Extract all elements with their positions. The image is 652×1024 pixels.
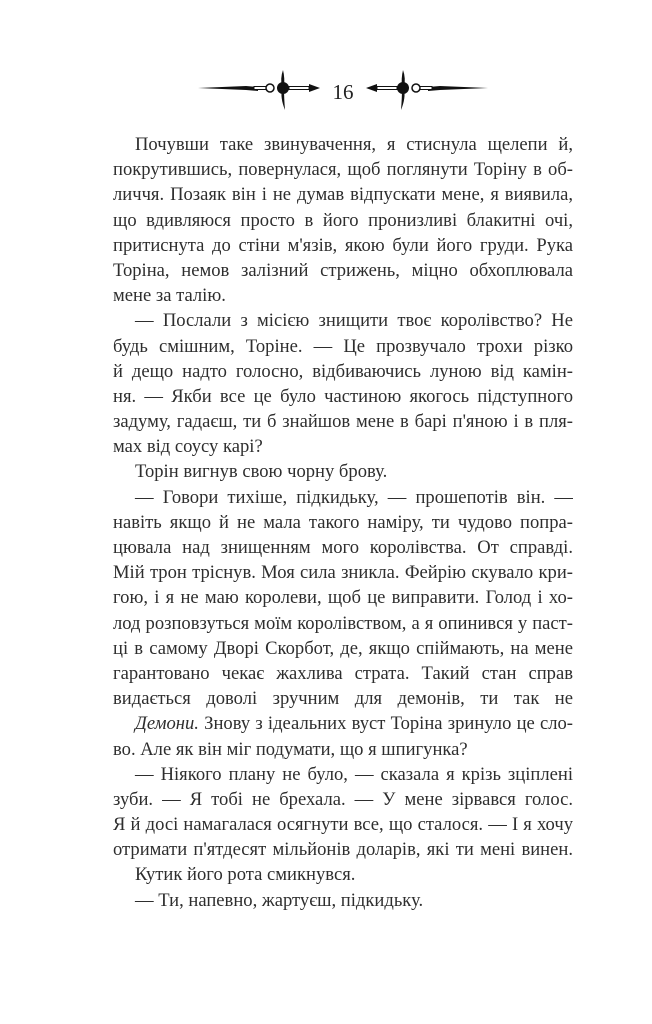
text-line: — Послали з місією знищити твоє королівство? Не — [135, 310, 573, 332]
text-line: мах від соусу карі? — [113, 436, 263, 458]
italic-word: Демони. — [135, 713, 199, 735]
text-line: Торін вигнув свою чорну брову. — [135, 461, 388, 483]
text-line: — Говори тихіше, підкидьку, — прошепотів він. — — [135, 486, 573, 508]
paragraph — [113, 308, 573, 459]
text-line: Мій трон тріснув. Моя сила зникла. Фейрію скувало кри- — [113, 562, 573, 584]
text-line: во. Але як він міг подумати, що я шпигунка? — [113, 738, 468, 760]
text-line: мене за талію. — [113, 285, 226, 307]
page-number: 16 — [332, 80, 354, 104]
text-line: ня. — Якби все це було частиною якогось підступного — [113, 385, 573, 407]
text-line: будь смішним, Торіне. — Це прозвучало трохи різко — [113, 335, 573, 357]
text-line: задуму, гадаєш, ти б знайшов мене в барі п'яною і в пля- — [113, 411, 573, 433]
text-line: лод розповзуться моїм королівством, а я опинився у паст- — [113, 612, 573, 634]
text-line: ці в самому Дворі Скорбот, де, якщо спіймають, на мене — [113, 637, 573, 659]
text-fragment: Знову з ідеальних вуст Торіна зринуло це сло- — [198, 713, 573, 735]
text-line: Почувши таке звинувачення, я стиснула щелепи й, — [135, 134, 573, 155]
page-header — [0, 68, 652, 114]
text-line: — Ти, напевно, жартуєш, підкидьку. — [135, 889, 424, 911]
text-line: Торіна, немов залізний стрижень, міцно обхоплювала — [113, 259, 573, 281]
text-line: навіть якщо й не мала такого наміру, ти чудово попра- — [113, 511, 573, 533]
text-line: що вдивляюся просто в його пронизливі блакитні очі, — [113, 209, 573, 231]
page-body — [113, 132, 573, 913]
text-line: й дещо надто голосно, відбиваючись луною від камін- — [113, 360, 573, 382]
sword-ornament-icon — [196, 68, 322, 114]
text-line: зуби. — Я тобі не брехала. — У мене зірвався голос. — [113, 788, 573, 810]
text-line: отримати п'ятдесят мільйонів доларів, які ти мені винен. — [113, 839, 573, 861]
text-line: Я й досі намагалася осягнути все, що сталося. — І я хочу — [113, 814, 573, 836]
paragraph — [113, 132, 573, 308]
text-line: Кутик його рота смикнувся. — [135, 864, 356, 886]
text-line: — Ніякого плану не було, — сказала я крізь зціплені — [135, 763, 573, 785]
paragraph — [113, 862, 573, 887]
text-line: цювала над знищенням мого королівства. От справді. — [113, 537, 573, 558]
paragraph — [113, 711, 573, 761]
text-line: личчя. Позаяк він і не думав відпускати мене, я виявила, — [113, 184, 573, 206]
text-line — [113, 711, 573, 736]
paragraph — [113, 762, 573, 863]
paragraph — [113, 485, 573, 712]
text-line: гарантовано чекає жахлива страта. Такий стан справ — [113, 662, 573, 684]
text-line: притиснута до стіни м'язів, якою були його груди. Рука — [113, 234, 573, 256]
paragraph — [113, 459, 573, 484]
sword-ornament-icon — [364, 68, 490, 114]
text-line: видається доволі зручним для демонів, ти так не — [113, 688, 573, 710]
text-line: гою, і я не маю королеви, щоб це виправити. Голод і хо- — [113, 587, 573, 609]
paragraph — [113, 888, 573, 913]
text-line: покрутившись, повернулася, щоб поглянути Торіну в об- — [113, 159, 573, 181]
